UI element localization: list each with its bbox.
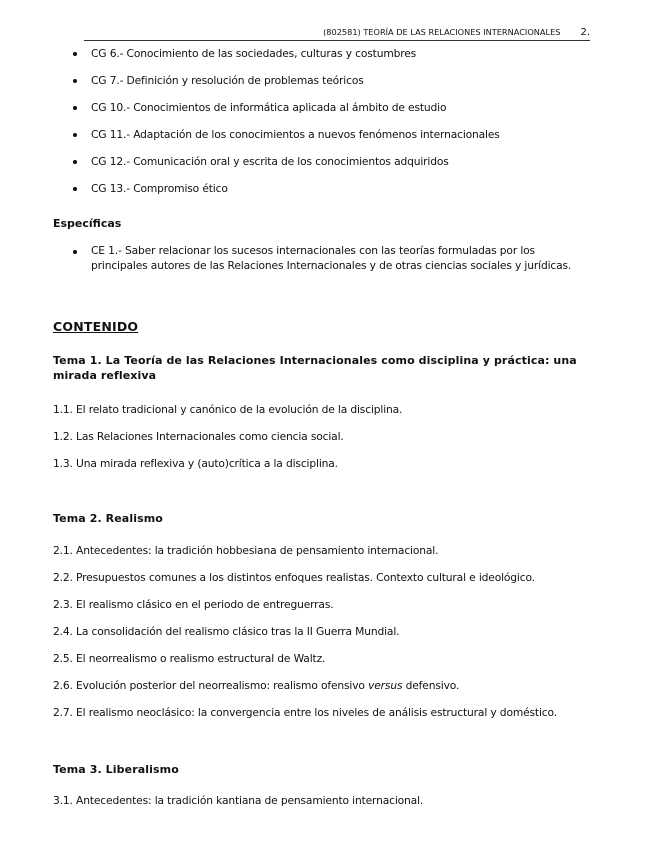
running-title: (802581) TEORÍA DE LAS RELACIONES INTERNACIONALES [323,27,561,37]
bullet-icon [73,187,77,191]
bullet-icon [73,160,77,164]
page-number: 2. [580,27,590,38]
list-item: CG 12.- Comunicación oral y escrita de los conocimientos adquiridos [53,155,613,182]
bullet-icon [73,106,77,110]
running-header [84,27,590,41]
contenido-heading: CONTENIDO [53,319,139,334]
tema-3-title: Tema 3. Liberalismo [53,763,179,776]
tema-2-item: 2.2. Presupuestos comunes a los distintos enfoques realistas. Contexto cultural e ideológico. [53,571,535,584]
tema-1-item: 1.1. El relato tradicional y canónico de la evolución de la disciplina. [53,403,403,416]
bullet-icon [73,250,77,254]
tema-1-item: 1.2. Las Relaciones Internacionales como ciencia social. [53,430,344,443]
tema-2-title: Tema 2. Realismo [53,512,163,525]
tema-2-item: 2.5. El neorrealismo o realismo estructural de Waltz. [53,652,326,665]
bullet-icon [73,133,77,137]
list-item: CG 7.- Definición y resolución de problemas teóricos [53,74,613,101]
list-item: CG 11.- Adaptación de los conocimientos a nuevos fenómenos internacionales [53,128,613,155]
tema-2-item: 2.3. El realismo clásico en el periodo de entreguerras. [53,598,334,611]
tema-1-item: 1.3. Una mirada reflexiva y (auto)crítica a la disciplina. [53,457,338,470]
tema-2-item: 2.7. El realismo neoclásico: la convergencia entre los niveles de análisis estructural y doméstico. [53,706,557,719]
tema-2-item: 2.1. Antecedentes: la tradición hobbesiana de pensamiento internacional. [53,544,439,557]
tema-2-item: 2.6. Evolución posterior del neorrealismo: realismo ofensivo versus defensivo. [53,679,460,692]
general-competences-list [53,47,613,209]
specific-competences-heading: Específicas [53,217,122,230]
list-item: CG 13.- Compromiso ético [53,182,613,209]
list-item: CG 6.- Conocimiento de las sociedades, culturas y costumbres [53,47,613,74]
list-item: CG 10.- Conocimientos de informática aplicada al ámbito de estudio [53,101,613,128]
tema-1-title: Tema 1. La Teoría de las Relaciones Internacionales como disciplina y práctica: una mirada reflexiva [53,354,577,382]
tema-2-item: 2.4. La consolidación del realismo clásico tras la II Guerra Mundial. [53,625,400,638]
tema-3-item: 3.1. Antecedentes: la tradición kantiana de pensamiento internacional. [53,794,424,807]
bullet-icon [73,52,77,56]
specific-competence-item: CE 1.- Saber relacionar los sucesos internacionales con las teorías formuladas por los principales autores de las Relaciones Internacionales y de otras ciencias sociales y jurídicas. [53,244,593,273]
italic-word: versus [368,679,403,692]
bullet-icon [73,79,77,83]
